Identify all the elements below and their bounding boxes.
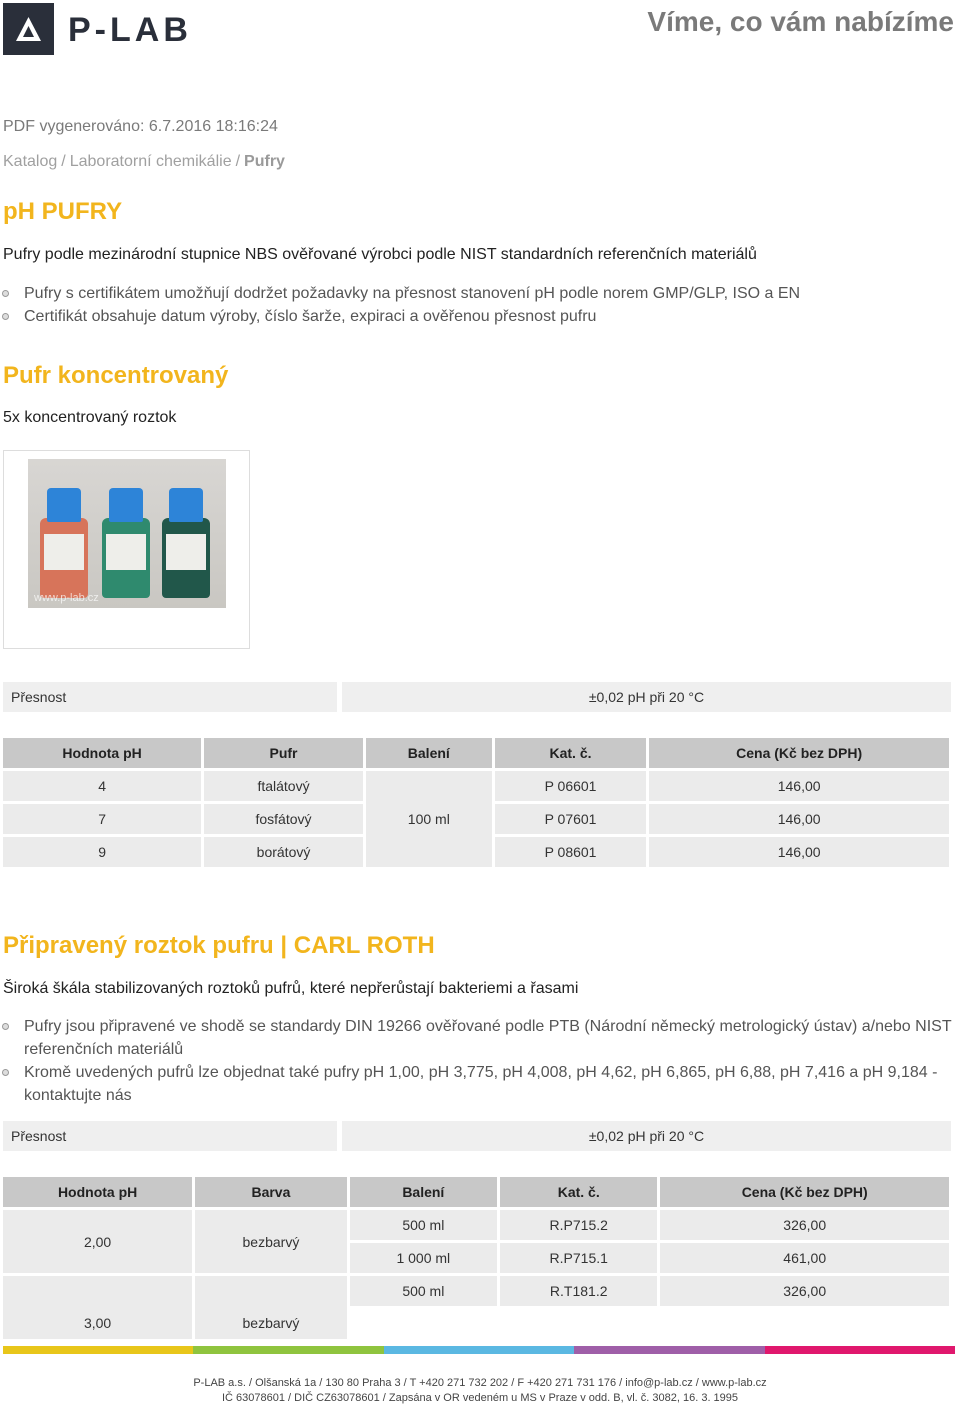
column-header: Kat. č. (500, 1177, 657, 1207)
cell-ph: 2,00 (3, 1210, 192, 1273)
cell-catalog-number: R.T181.2 (500, 1276, 657, 1306)
table-header-row (3, 1177, 949, 1207)
color-segment (193, 1346, 383, 1354)
breadcrumb-separator: / (235, 153, 241, 170)
list-item: Pufry jsou připravené ve shodě se standardy DIN 19266 ověřované podle PTB (Národní německý metrologický ústav) a/nebo NIST referenčních materiálů (0, 1015, 955, 1061)
cell-packaging: 100 ml (366, 771, 492, 867)
cell-color: bezbarvý (195, 1276, 346, 1339)
section-title-concentrated: Pufr koncentrovaný (3, 362, 229, 389)
column-header: Balení (350, 1177, 497, 1207)
cell-ph: 4 (3, 771, 201, 801)
bottle-red (40, 518, 88, 598)
footer (0, 1376, 960, 1405)
breadcrumb-separator: / (61, 153, 66, 170)
table-row (3, 1276, 949, 1306)
cell-catalog-number: P 06601 (495, 771, 647, 801)
breadcrumb-current: Pufry (244, 153, 285, 170)
cell-catalog-number: R.P715.2 (500, 1210, 657, 1240)
product-photo (28, 459, 226, 608)
cell-catalog-number: P 08601 (495, 837, 647, 867)
pdf-generated-date: PDF vygenerováno: 6.7.2016 18:16:24 (3, 118, 278, 135)
cell-price: 326,00 (660, 1276, 949, 1306)
list-item: Kromě uvedených pufrů lze objednat také pufry pH 1,00, pH 3,775, pH 4,008, pH 4,62, pH 6,865, pH 6,88, pH 7,416 a pH 9,184 - kontaktujte nás (0, 1061, 955, 1107)
cell-catalog-number: P 07601 (495, 804, 647, 834)
cell-packaging: 1 000 ml (350, 1243, 497, 1273)
section-title-carl-roth: Připravený roztok pufru | CARL ROTH (3, 932, 435, 959)
cell-buffer: ftalátový (204, 771, 363, 801)
brand-color-bar (3, 1346, 955, 1354)
bullet-icon (2, 313, 9, 320)
column-header: Pufr (204, 738, 363, 768)
color-segment (384, 1346, 574, 1354)
logo-text[interactable]: P-LAB (68, 11, 192, 49)
cell-price: 146,00 (649, 804, 949, 834)
column-header: Hodnota pH (3, 1177, 192, 1207)
carl-roth-bullet-list (0, 1015, 955, 1107)
cell-price: 146,00 (649, 837, 949, 867)
delta-logo-icon (15, 16, 42, 42)
table-row (3, 771, 949, 801)
cell-color: bezbarvý (195, 1210, 346, 1273)
spec-row-accuracy (3, 682, 951, 712)
product-description: Pufry podle mezinárodní stupnice NBS ověřované výrobci podle NIST standardních referenčních materiálů (3, 246, 757, 263)
spec-row-accuracy (3, 1121, 951, 1151)
spec-value: ±0,02 pH při 20 °C (342, 1121, 951, 1151)
cell-packaging: 500 ml (350, 1210, 497, 1240)
cell-ph: 7 (3, 804, 201, 834)
list-item: Certifikát obsahuje datum výroby, číslo šarže, expiraci a ověřenou přesnost pufru (0, 305, 955, 328)
cell-packaging: 500 ml (350, 1276, 497, 1306)
product-table-carl-roth (0, 1174, 952, 1342)
column-header: Kat. č. (495, 738, 647, 768)
breadcrumb-item-catalog[interactable]: Katalog (3, 153, 58, 170)
spec-label: Přesnost (3, 682, 337, 712)
product-table-concentrated (0, 735, 952, 870)
table-header-row (3, 738, 949, 768)
color-segment (574, 1346, 764, 1354)
section-subtitle-carl-roth: Široká škála stabilizovaných roztoků pufrů, které nepřerůstají bakteriemi a řasami (3, 980, 579, 997)
image-watermark: www.p-lab.cz (34, 592, 99, 604)
column-header: Barva (195, 1177, 346, 1207)
cell-buffer: fosfátový (204, 804, 363, 834)
product-image-frame[interactable] (3, 450, 250, 649)
breadcrumb-item-lab-chemicals[interactable]: Laboratorní chemikálie (69, 153, 232, 170)
spec-value: ±0,02 pH při 20 °C (342, 682, 951, 712)
column-header: Balení (366, 738, 492, 768)
list-item: Pufry s certifikátem umožňují dodržet požadavky na přesnost stanovení pH podle norem GMP/GLP, ISO a EN (0, 282, 955, 305)
spec-label: Přesnost (3, 1121, 337, 1151)
table-row (3, 1210, 949, 1240)
color-segment (765, 1346, 955, 1354)
footer-contact: P-LAB a.s. / Olšanská 1a / 130 80 Praha 3 / T +420 271 732 202 / F +420 271 731 176 / info@p-lab.cz / www.p-lab.cz (193, 1377, 767, 1389)
page-title: pH PUFRY (3, 198, 123, 225)
footer-registration: IČ 63078601 / DIČ CZ63078601 / Zapsána v OR vedeném u MS v Praze v odd. B, vl. č. 3082, 16. 3. 1995 (221, 1392, 739, 1404)
logo-mark[interactable] (3, 3, 54, 55)
color-segment (3, 1346, 193, 1354)
cell-ph: 3,00 (3, 1276, 192, 1339)
column-header: Cena (Kč bez DPH) (660, 1177, 949, 1207)
bottle-dark-green (162, 518, 210, 598)
section-subtitle-concentrated: 5x koncentrovaný roztok (3, 409, 177, 426)
product-bullet-list (0, 282, 955, 328)
cell-price: 461,00 (660, 1243, 949, 1273)
bullet-icon (2, 1023, 9, 1030)
cell-ph: 9 (3, 837, 201, 867)
cell-catalog-number: R.P715.1 (500, 1243, 657, 1273)
bullet-icon (2, 290, 9, 297)
breadcrumb (3, 153, 285, 171)
bottle-green (102, 518, 150, 598)
column-header: Hodnota pH (3, 738, 201, 768)
cell-buffer: borátový (204, 837, 363, 867)
bullet-icon (2, 1069, 9, 1076)
header (0, 0, 960, 60)
column-header: Cena (Kč bez DPH) (649, 738, 949, 768)
cell-price: 146,00 (649, 771, 949, 801)
cell-price: 326,00 (660, 1210, 949, 1240)
slogan: Víme, co vám nabízíme (647, 6, 954, 37)
